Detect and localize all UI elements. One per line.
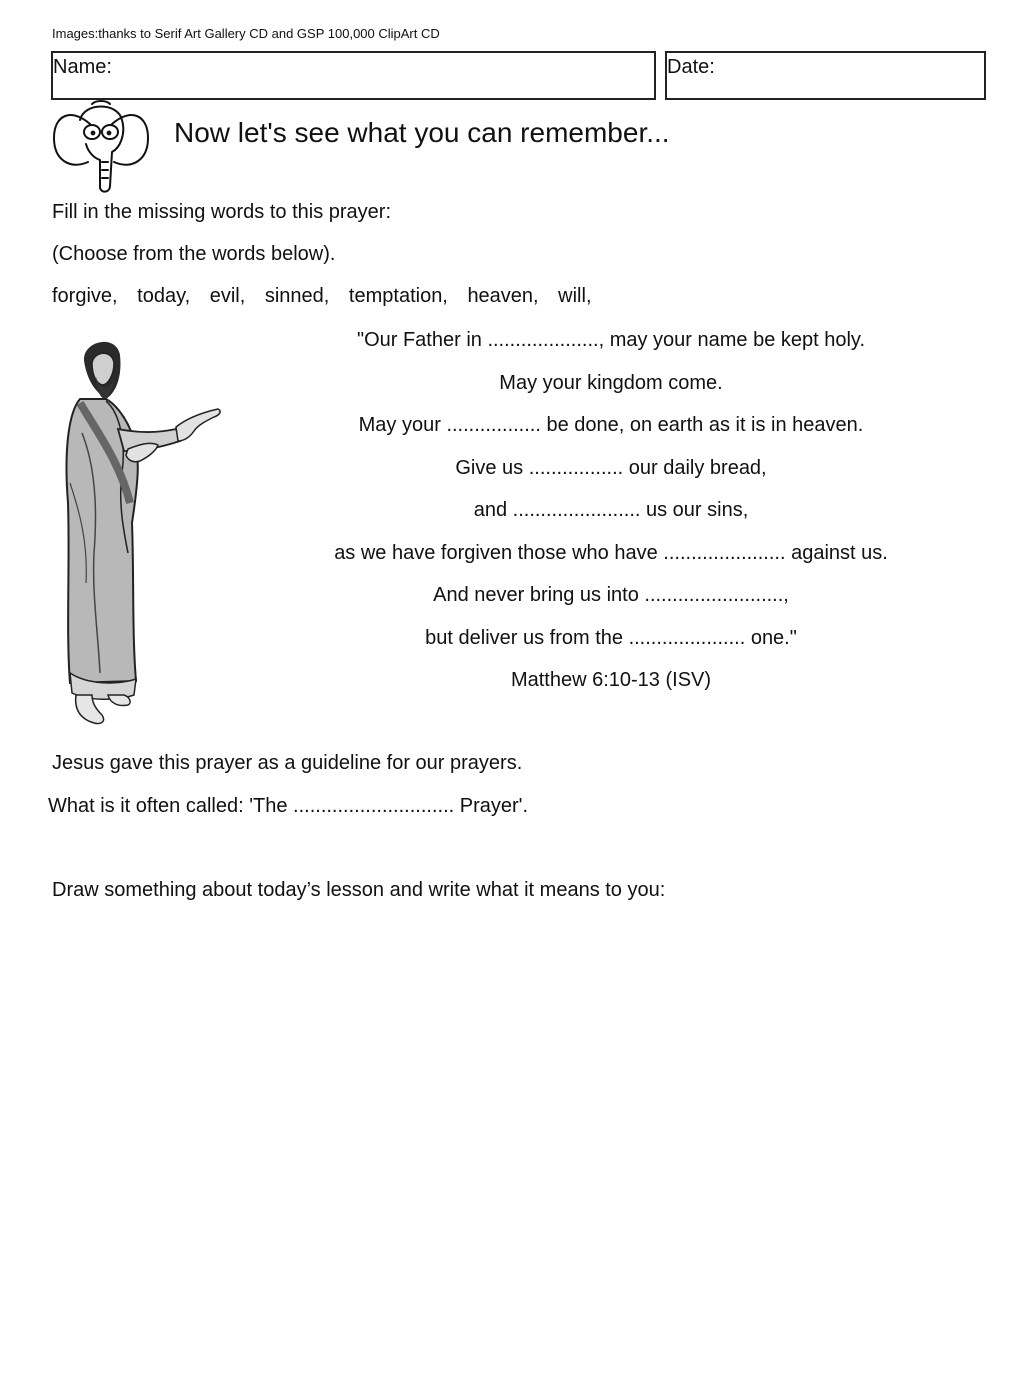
name-field[interactable] bbox=[51, 51, 656, 100]
word-bank-item: evil, bbox=[209, 285, 246, 307]
word-bank-item: will, bbox=[558, 285, 592, 307]
prayer-line: And never bring us into ........................., bbox=[433, 584, 789, 606]
date-field[interactable] bbox=[665, 51, 986, 100]
prayer-text bbox=[300, 325, 922, 708]
prayer-line: "Our Father in ...................., may your name be kept holy. bbox=[356, 329, 866, 351]
word-bank-item: heaven, bbox=[467, 285, 539, 307]
instruction-line-2: (Choose from the words below). bbox=[52, 243, 336, 265]
prayer-line: May your ................. be done, on earth as it is in heaven. bbox=[358, 414, 864, 436]
word-bank-item: sinned, bbox=[264, 285, 330, 307]
word-bank-item: forgive, bbox=[52, 285, 118, 307]
prayer-line: May your kingdom come. bbox=[499, 371, 723, 394]
word-bank-item: temptation, bbox=[348, 285, 448, 307]
elephant-clipart bbox=[50, 100, 152, 196]
image-credit: Images:thanks to Serif Art Gallery CD and GSP 100,000 ClipArt CD bbox=[52, 26, 440, 41]
word-bank bbox=[52, 285, 606, 308]
jesus-clipart bbox=[58, 333, 228, 731]
instruction-line-1: Fill in the missing words to this prayer: bbox=[52, 201, 392, 223]
name-label: Name: bbox=[53, 56, 112, 78]
draw-prompt: Draw something about today’s lesson and write what it means to you: bbox=[52, 879, 666, 901]
scripture-reference: Matthew 6:10-13 (ISV) bbox=[510, 669, 712, 691]
prayer-line: and ....................... us our sins, bbox=[473, 499, 749, 521]
prayer-line: but deliver us from the ..................... one." bbox=[425, 626, 797, 649]
word-bank-item: today, bbox=[137, 285, 191, 307]
question-line-1: Jesus gave this prayer as a guideline for our prayers. bbox=[52, 752, 523, 774]
prayer-line: Give us ................. our daily bread, bbox=[455, 456, 767, 479]
drawing-area[interactable] bbox=[52, 915, 986, 1375]
prayer-line: as we have forgiven those who have ...................... against us. bbox=[334, 541, 888, 564]
question-line-2: What is it often called: 'The ............................. Prayer'. bbox=[48, 795, 529, 817]
date-label: Date: bbox=[667, 56, 715, 78]
page-title: Now let's see what you can remember... bbox=[174, 117, 670, 148]
